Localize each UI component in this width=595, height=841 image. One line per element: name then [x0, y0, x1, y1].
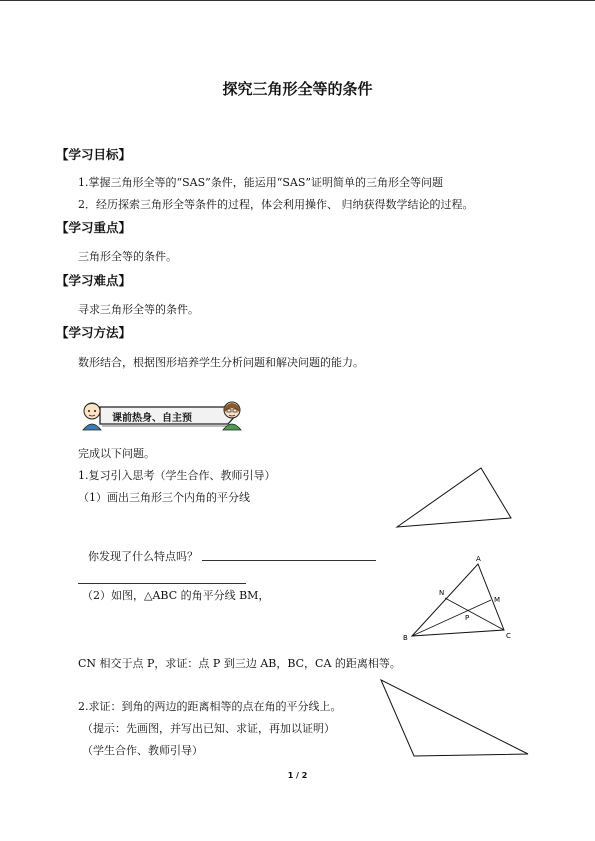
triangle-figure-2 [378, 677, 532, 759]
key-text: 三角形全等的条件。 [78, 250, 177, 263]
exercise-intro: 完成以下问题。 [78, 447, 155, 460]
question-1-prompt-text: 你发现了什么特点吗？ [88, 550, 198, 563]
question-1-prompt [88, 548, 376, 564]
goal-item-1: 1.掌握三角形全等的“SAS”条件，能运用“SAS”证明简单的三角形全等问题 [78, 176, 444, 189]
heading-key: 【学习重点】 [56, 220, 132, 235]
question-1-part-2: （2）如图，△ABC 的角平分线 BM， [82, 589, 270, 602]
triangle-figure-1 [394, 465, 514, 530]
label-m: M [494, 596, 501, 604]
method-text: 数形结合，根据图形培养学生分析问题和解决问题的能力。 [78, 356, 364, 369]
heading-method: 【学习方法】 [56, 325, 132, 340]
question-2-hint: （提示：先画图，并写出已知、求证，再加以证明） [82, 722, 335, 735]
header-rule [0, 0, 595, 1]
question-2-title: 2.求证：到角的两边的距离相等的点在角的平分线上。 [78, 700, 342, 713]
answer-blank-line [202, 550, 376, 561]
question-1-part-2-continued: CN 相交于点 P，求证：点 P 到三边 AB，BC，CA 的距离相等。 [78, 657, 401, 670]
heading-difficulty: 【学习难点】 [56, 273, 132, 288]
student-cartoon-icon [83, 403, 101, 430]
page-title: 探究三角形全等的条件 [222, 80, 373, 98]
question-1-part-1: （1）画出三角形三个内角的平分线 [78, 491, 250, 504]
question-1-title: 1.复习引入思考（学生合作、教师引导） [78, 469, 276, 482]
label-c: C [506, 632, 511, 640]
banner-label: 课前热身、自主预 [112, 413, 192, 424]
question-2-note: （学生合作、教师引导） [82, 744, 203, 757]
answer-blank-line-2 [78, 583, 246, 584]
label-a: A [476, 555, 481, 563]
page-number: 1 / 2 [287, 771, 308, 780]
difficulty-text: 寻求三角形全等的条件。 [78, 303, 199, 316]
heading-goals: 【学习目标】 [56, 147, 132, 162]
triangle-abc-figure [398, 552, 518, 644]
label-p: P [465, 614, 470, 622]
bisector-bm [412, 600, 491, 636]
label-n: N [439, 589, 445, 597]
label-b: B [403, 634, 408, 642]
goal-item-2: 2．经历探索三角形全等条件的过程，体会利用操作、 归纳获得数学结论的过程。 [78, 198, 474, 211]
